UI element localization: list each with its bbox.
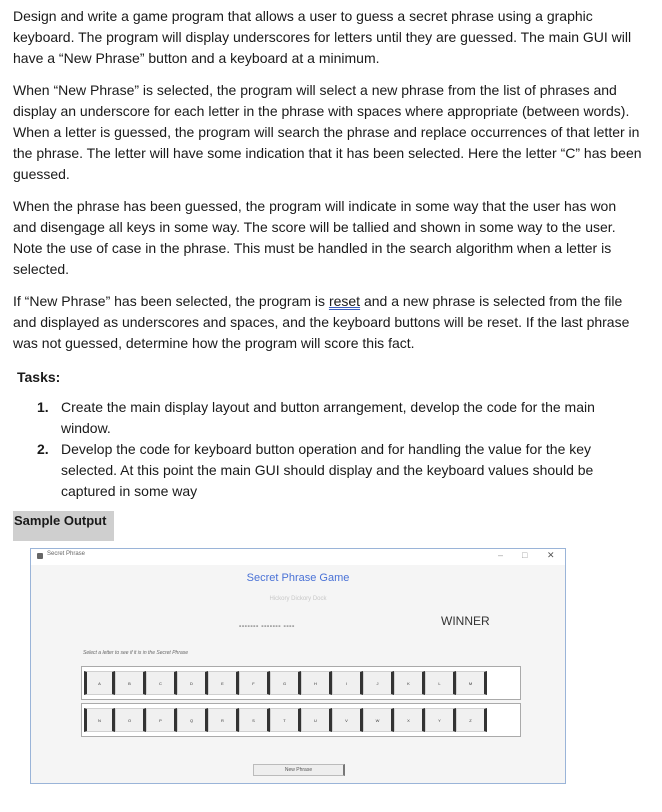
task-number-1: 1. bbox=[37, 399, 49, 415]
paragraph-reset-before: If “New Phrase” has been selected, the program is bbox=[13, 293, 329, 309]
keyboard-row-1-keys bbox=[84, 671, 487, 695]
maximize-icon[interactable]: □ bbox=[522, 550, 528, 560]
reset-word: reset bbox=[328, 293, 361, 309]
key-n[interactable]: N bbox=[84, 708, 115, 732]
task-text-2: Develop the code for keyboard button operation and for handling the value for the key selected. At this point the main GUI should display and the keyboard values should be captured in some way bbox=[61, 441, 594, 499]
key-q[interactable]: Q bbox=[177, 708, 208, 732]
sample-output-label: Sample Output bbox=[13, 511, 114, 541]
key-d[interactable]: D bbox=[177, 671, 208, 695]
key-o[interactable]: O bbox=[115, 708, 146, 732]
key-w[interactable]: W bbox=[363, 708, 394, 732]
tasks-list bbox=[37, 397, 637, 502]
phrase-underscores: ------- ------- ---- bbox=[239, 623, 295, 630]
instruction-label: Select a letter to see if it is in the Secret Phrase bbox=[83, 650, 189, 656]
window-title: Secret Phrase bbox=[47, 551, 86, 557]
task-item-1 bbox=[37, 397, 637, 439]
key-h[interactable]: H bbox=[301, 671, 332, 695]
game-title: Secret Phrase Game bbox=[246, 572, 350, 584]
key-p[interactable]: P bbox=[146, 708, 177, 732]
paragraph-intro: Design and write a game program that allows a user to guess a secret phrase using a graphic keyboard. The program will display underscores for letters until they are guessed. The main GUI will have a “New Phrase” button and a keyboard at a minimum. bbox=[13, 8, 632, 66]
key-u[interactable]: U bbox=[301, 708, 332, 732]
paragraph-new-phrase: When “New Phrase” is selected, the program will select a new phrase from the list of phrases and display an underscore for each letter in the phrase with spaces where appropriate (between words). When a letter is guessed, the program will search the phrase and replace occurrences of that letter in the phrase. The letter will have some indication that it has been selected. Here the letter “C” has been guessed. bbox=[13, 82, 642, 182]
key-c[interactable]: C bbox=[146, 671, 177, 695]
phrase-hint: Hickory Dickory Dock bbox=[269, 596, 327, 602]
key-z[interactable]: Z bbox=[456, 708, 487, 732]
key-m[interactable]: M bbox=[456, 671, 487, 695]
key-l[interactable]: L bbox=[425, 671, 456, 695]
task-number-2: 2. bbox=[37, 441, 49, 457]
task-item-2 bbox=[37, 439, 637, 502]
key-r[interactable]: R bbox=[208, 708, 239, 732]
tasks-heading: Tasks: bbox=[17, 369, 61, 385]
keyboard-row-2 bbox=[81, 703, 521, 737]
key-v[interactable]: V bbox=[332, 708, 363, 732]
minimize-icon[interactable]: – bbox=[498, 550, 504, 560]
key-y[interactable]: Y bbox=[425, 708, 456, 732]
keyboard-row-1 bbox=[81, 666, 521, 700]
key-i[interactable]: I bbox=[332, 671, 363, 695]
paragraph-guessed: When the phrase has been guessed, the program will indicate in some way that the user has won and disengage all keys in some way. The score will be tallied and shown in some way to the user. Note the use of case in the phrase. This must be handled in the search algorithm when a letter is selected. bbox=[13, 198, 617, 277]
key-x[interactable]: X bbox=[394, 708, 425, 732]
keyboard-row-2-keys bbox=[84, 708, 487, 732]
key-s[interactable]: S bbox=[239, 708, 270, 732]
key-e[interactable]: E bbox=[208, 671, 239, 695]
app-feather-icon bbox=[37, 553, 43, 559]
app-window bbox=[30, 548, 566, 784]
key-f[interactable]: F bbox=[239, 671, 270, 695]
key-k[interactable]: K bbox=[394, 671, 425, 695]
title-bar bbox=[31, 549, 565, 565]
paragraph-reset bbox=[13, 291, 643, 354]
key-j[interactable]: J bbox=[363, 671, 394, 695]
key-t[interactable]: T bbox=[270, 708, 301, 732]
key-b[interactable]: B bbox=[115, 671, 146, 695]
status-winner: WINNER bbox=[441, 614, 490, 628]
close-icon[interactable]: ✕ bbox=[547, 550, 555, 560]
paragraph-reset-after: and a new phrase is selected from the file and displayed as underscores and spaces, and the keyboard buttons will be reset. If the last phrase was not guessed, determine how the program will score this fact. bbox=[13, 293, 630, 351]
key-g[interactable]: G bbox=[270, 671, 301, 695]
key-a[interactable]: A bbox=[84, 671, 115, 695]
task-text-1: Create the main display layout and button arrangement, develop the code for the main window. bbox=[61, 399, 595, 436]
new-phrase-button[interactable]: New Phrase bbox=[253, 764, 345, 776]
